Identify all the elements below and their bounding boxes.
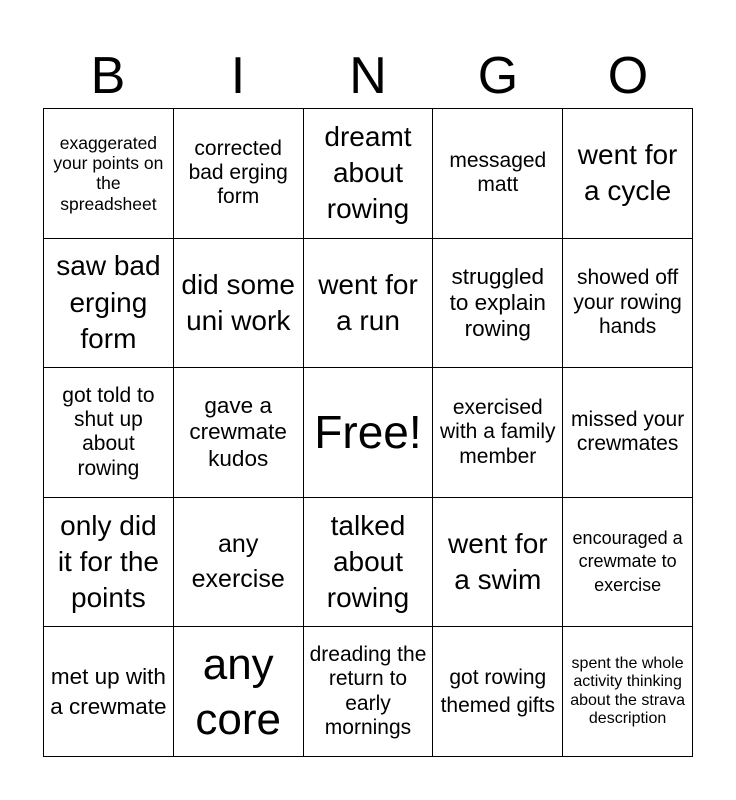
cell-text: gave a crewmate kudos bbox=[189, 393, 287, 471]
cell-text: exercised with a family member bbox=[440, 395, 556, 468]
bingo-cell-r3-c1[interactable] bbox=[44, 368, 174, 498]
bingo-cell-r5-c1[interactable] bbox=[44, 627, 174, 757]
bingo-cell-r2-c3[interactable] bbox=[304, 239, 434, 369]
bingo-cell-r3-c5[interactable] bbox=[563, 368, 693, 498]
bingo-cell-r3-c4[interactable] bbox=[433, 368, 563, 498]
cell-text: went for a run bbox=[318, 268, 418, 336]
cell-text: spent the whole activity thinking about the strava description bbox=[570, 654, 685, 728]
bingo-board bbox=[43, 108, 693, 757]
cell-text: did some uni work bbox=[181, 268, 295, 336]
cell-text: showed off your rowing hands bbox=[573, 266, 682, 339]
cell-text: exaggerated your points on the spreadsheet bbox=[53, 132, 164, 214]
cell-text: missed your crewmates bbox=[570, 408, 685, 456]
free-space-label: Free! bbox=[314, 405, 422, 458]
bingo-cell-r1-c3[interactable] bbox=[304, 109, 434, 239]
cell-text: went for a cycle bbox=[577, 138, 678, 207]
cell-text: dreading the return to early mornings bbox=[309, 642, 427, 740]
bingo-cell-r4-c2[interactable] bbox=[174, 498, 304, 628]
bingo-cell-r2-c4[interactable] bbox=[433, 239, 563, 369]
header-letter-n: N bbox=[349, 47, 387, 105]
bingo-cell-r5-c2[interactable] bbox=[174, 627, 304, 757]
bingo-cell-r4-c3[interactable] bbox=[304, 498, 434, 628]
cell-text: any core bbox=[195, 639, 281, 744]
cell-text: only did it for the points bbox=[57, 509, 159, 614]
cell-text: got told to shut up about rowing bbox=[62, 383, 155, 480]
bingo-cell-r1-c1[interactable] bbox=[44, 109, 174, 239]
cell-text: got rowing themed gifts bbox=[440, 666, 555, 717]
cell-text: talked about rowing bbox=[326, 509, 410, 614]
bingo-cell-r4-c4[interactable] bbox=[433, 498, 563, 628]
header-letter-g: G bbox=[477, 47, 519, 105]
bingo-cell-r5-c5[interactable] bbox=[563, 627, 693, 757]
bingo-cell-r3-c2[interactable] bbox=[174, 368, 304, 498]
cell-text: encouraged a crewmate to exercise bbox=[572, 528, 683, 595]
bingo-cell-r2-c5[interactable] bbox=[563, 239, 693, 369]
bingo-header bbox=[43, 44, 693, 108]
cell-text: met up with a crewmate bbox=[50, 664, 167, 719]
bingo-cell-r5-c4[interactable] bbox=[433, 627, 563, 757]
cell-text: dreamt about rowing bbox=[324, 120, 412, 225]
cell-text: messaged matt bbox=[449, 148, 547, 197]
cell-text: struggled to explain rowing bbox=[449, 263, 546, 341]
bingo-cell-r2-c2[interactable] bbox=[174, 239, 304, 369]
bingo-cell-r5-c3[interactable] bbox=[304, 627, 434, 757]
bingo-cell-r1-c5[interactable] bbox=[563, 109, 693, 239]
cell-text: corrected bad erging form bbox=[188, 136, 288, 209]
cell-text: any exercise bbox=[191, 530, 285, 594]
header-letter-o: O bbox=[607, 47, 649, 105]
bingo-cell-r1-c2[interactable] bbox=[174, 109, 304, 239]
cell-text: went for a swim bbox=[447, 527, 548, 596]
bingo-cell-r2-c1[interactable] bbox=[44, 239, 174, 369]
bingo-cell-r1-c4[interactable] bbox=[433, 109, 563, 239]
bingo-cell-r4-c1[interactable] bbox=[44, 498, 174, 628]
header-letter-i: I bbox=[230, 47, 246, 105]
bingo-cell-r4-c5[interactable] bbox=[563, 498, 693, 628]
header-letter-b: B bbox=[90, 47, 126, 105]
cell-text: saw bad erging form bbox=[56, 250, 161, 355]
bingo-cell-free[interactable] bbox=[304, 368, 434, 498]
